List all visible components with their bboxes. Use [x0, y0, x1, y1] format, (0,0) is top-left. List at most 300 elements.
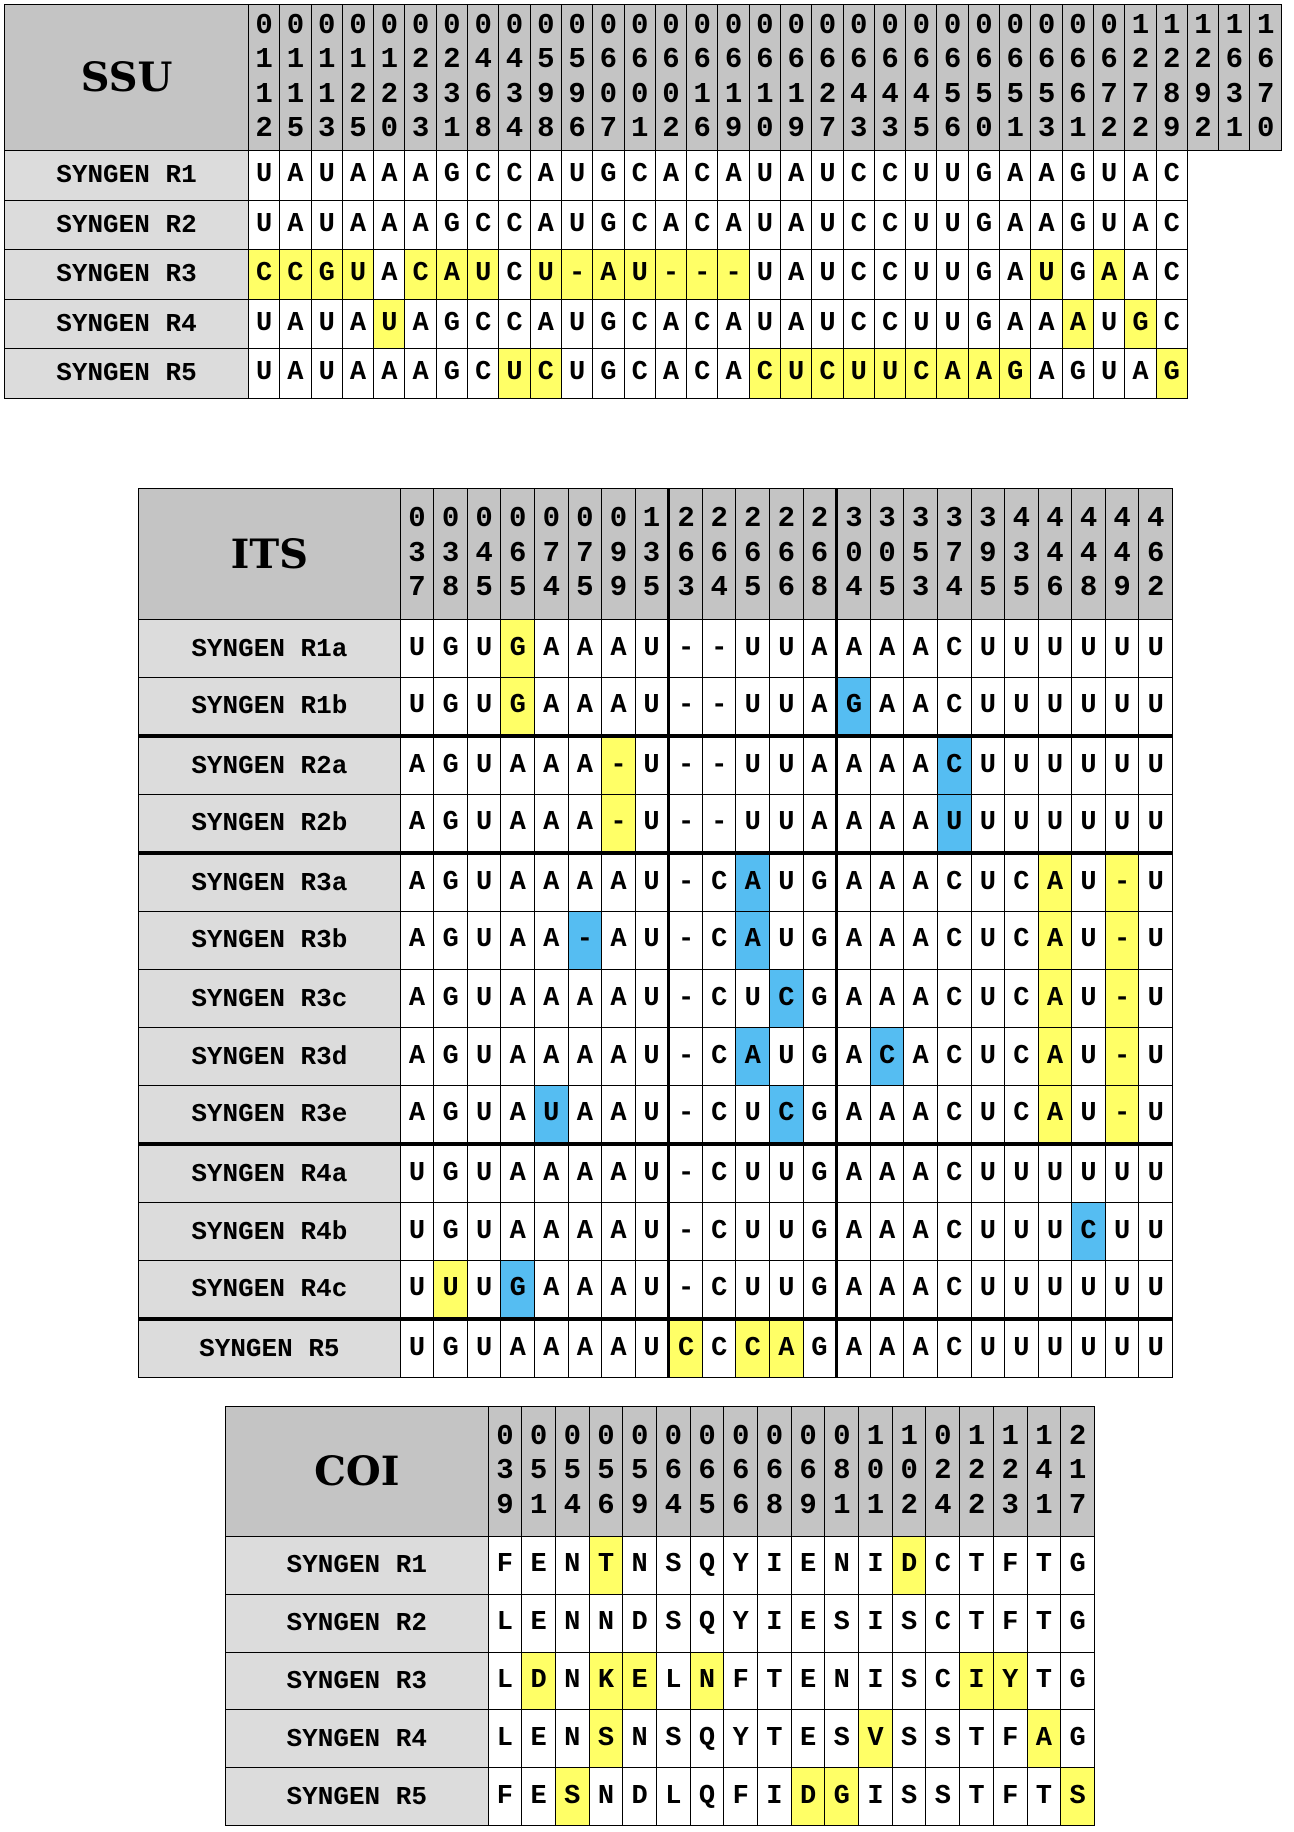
sequence-cell: U: [736, 620, 770, 678]
sequence-cell: C: [937, 678, 971, 736]
sequence-cell: G: [434, 678, 468, 736]
sequence-cell: U: [434, 1261, 468, 1319]
position-label: 0 4 3 4: [499, 5, 530, 151]
position-label: 2 6 5: [736, 489, 770, 620]
sequence-cell: C: [749, 349, 780, 399]
sequence-cell: S: [892, 1594, 926, 1652]
sequence-cell: U: [400, 678, 434, 736]
sequence-cell: G: [434, 1028, 468, 1086]
sequence-cell: C: [937, 620, 971, 678]
sequence-cell: C: [770, 969, 804, 1027]
sequence-cell: A: [837, 736, 871, 794]
sequence-cell: A: [870, 1203, 904, 1261]
sequence-cell: G: [593, 151, 624, 201]
sequence-cell: S: [1061, 1768, 1095, 1826]
sequence-cell: U: [1072, 620, 1106, 678]
sequence-cell: U: [971, 1261, 1005, 1319]
sequence-cell: A: [837, 1203, 871, 1261]
row-label: SYNGEN R3c: [139, 969, 401, 1027]
position-label: 1 0 1: [859, 1407, 893, 1537]
sequence-cell: U: [736, 678, 770, 736]
sequence-cell: C: [874, 200, 905, 250]
sequence-cell: A: [568, 678, 602, 736]
sequence-cell: A: [534, 795, 568, 853]
position-label: 0 6 1 9: [718, 5, 749, 151]
sequence-cell: C: [499, 200, 530, 250]
sequence-cell: N: [623, 1537, 657, 1595]
row-label: SYNGEN R3: [226, 1652, 489, 1710]
sequence-cell: A: [904, 1086, 938, 1144]
sequence-cell: I: [758, 1768, 792, 1826]
sequence-cell: G: [1062, 349, 1093, 399]
sequence-cell: A: [870, 620, 904, 678]
sequence-cell: G: [434, 620, 468, 678]
sequence-cell: A: [870, 911, 904, 969]
sequence-cell: U: [812, 200, 843, 250]
sequence-cell: U: [736, 736, 770, 794]
position-label: 3 0 5: [870, 489, 904, 620]
sequence-cell: A: [534, 1028, 568, 1086]
sequence-cell: U: [1105, 620, 1139, 678]
position-label: 0 6 6: [724, 1407, 758, 1537]
sequence-cell: U: [736, 969, 770, 1027]
sequence-cell: E: [522, 1710, 556, 1768]
sequence-cell: N: [589, 1594, 623, 1652]
sequence-cell: A: [568, 795, 602, 853]
sequence-cell: U: [971, 795, 1005, 853]
sequence-cell: U: [635, 678, 669, 736]
sequence-cell: N: [623, 1710, 657, 1768]
sequence-cell: A: [400, 1028, 434, 1086]
sequence-cell: A: [870, 853, 904, 911]
sequence-cell: A: [374, 151, 405, 201]
sequence-cell: U: [971, 1028, 1005, 1086]
position-label: 0 8 1: [825, 1407, 859, 1537]
coi-title: COI: [226, 1407, 489, 1537]
sequence-cell: Y: [724, 1537, 758, 1595]
sequence-cell: -: [669, 795, 703, 853]
sequence-cell: U: [1072, 795, 1106, 853]
sequence-cell: U: [1139, 969, 1173, 1027]
sequence-cell: Q: [690, 1537, 724, 1595]
coi-row: [226, 1537, 1095, 1595]
sequence-cell: -: [669, 620, 703, 678]
sequence-cell: -: [602, 736, 636, 794]
position-label: 0 6 1 6: [687, 5, 718, 151]
sequence-cell: C: [937, 969, 971, 1027]
sequence-cell: A: [342, 299, 373, 349]
sequence-cell: C: [702, 1261, 736, 1319]
sequence-cell: -: [669, 969, 703, 1027]
sequence-cell: L: [656, 1652, 690, 1710]
sequence-cell: C: [499, 151, 530, 201]
sequence-cell: A: [718, 349, 749, 399]
position-label: 0 5 6: [589, 1407, 623, 1537]
sequence-cell: A: [530, 200, 561, 250]
sequence-cell: C: [937, 1319, 971, 1377]
position-label: 1 2 7 2: [1125, 5, 1156, 151]
sequence-cell: A: [342, 349, 373, 399]
sequence-cell: A: [280, 299, 311, 349]
sequence-cell: A: [837, 1319, 871, 1377]
sequence-cell: A: [374, 250, 405, 300]
position-label: 0 6 1 0: [749, 5, 780, 151]
sequence-cell: U: [1038, 795, 1072, 853]
sequence-cell: A: [530, 299, 561, 349]
position-label: 1 2 8 9: [1156, 5, 1187, 151]
sequence-cell: U: [248, 200, 279, 250]
sequence-cell: A: [904, 678, 938, 736]
sequence-cell: -: [669, 736, 703, 794]
sequence-cell: U: [1005, 678, 1039, 736]
sequence-cell: A: [280, 151, 311, 201]
sequence-cell: U: [1139, 795, 1173, 853]
sequence-cell: T: [960, 1537, 994, 1595]
sequence-cell: U: [906, 250, 937, 300]
ssu-row: [5, 299, 1282, 349]
position-label: 0 3 9: [488, 1407, 522, 1537]
position-label: 0 6 5 0: [968, 5, 999, 151]
position-label: 3 7 4: [937, 489, 971, 620]
sequence-cell: T: [1027, 1768, 1061, 1826]
position-label: 2 6 4: [702, 489, 736, 620]
sequence-cell: T: [758, 1710, 792, 1768]
its-row: [139, 795, 1173, 853]
its-header-row: [139, 489, 1173, 620]
sequence-cell: U: [1139, 911, 1173, 969]
sequence-cell: -: [568, 911, 602, 969]
sequence-cell: A: [568, 1203, 602, 1261]
position-label: 4 4 9: [1105, 489, 1139, 620]
ssu-table: [4, 4, 1282, 399]
sequence-cell: L: [656, 1768, 690, 1826]
sequence-cell: C: [937, 1086, 971, 1144]
sequence-cell: A: [568, 620, 602, 678]
sequence-cell: U: [1072, 1261, 1106, 1319]
ssu-row: [5, 151, 1282, 201]
sequence-cell: G: [803, 1203, 837, 1261]
sequence-cell: A: [1000, 250, 1031, 300]
sequence-cell: A: [803, 736, 837, 794]
row-label: SYNGEN R1: [5, 151, 249, 201]
sequence-cell: U: [1072, 1028, 1106, 1086]
sequence-cell: A: [1038, 1028, 1072, 1086]
sequence-cell: U: [1139, 736, 1173, 794]
ssu-row: [5, 200, 1282, 250]
position-label: 3 5 3: [904, 489, 938, 620]
sequence-cell: C: [937, 736, 971, 794]
sequence-cell: -: [669, 678, 703, 736]
sequence-cell: -: [602, 795, 636, 853]
sequence-cell: A: [1038, 969, 1072, 1027]
sequence-cell: T: [758, 1652, 792, 1710]
row-label: SYNGEN R3a: [139, 853, 401, 911]
sequence-cell: C: [843, 151, 874, 201]
sequence-cell: C: [687, 349, 718, 399]
sequence-cell: U: [971, 1086, 1005, 1144]
sequence-cell: A: [534, 969, 568, 1027]
sequence-cell: U: [843, 349, 874, 399]
sequence-cell: E: [791, 1652, 825, 1710]
sequence-cell: A: [1000, 200, 1031, 250]
sequence-cell: A: [655, 349, 686, 399]
sequence-cell: A: [501, 969, 535, 1027]
sequence-cell: A: [501, 1086, 535, 1144]
sequence-cell: U: [1093, 349, 1124, 399]
sequence-cell: C: [702, 853, 736, 911]
sequence-cell: G: [968, 299, 999, 349]
sequence-cell: N: [555, 1652, 589, 1710]
sequence-cell: G: [1061, 1594, 1095, 1652]
sequence-cell: A: [904, 853, 938, 911]
sequence-cell: U: [561, 200, 592, 250]
sequence-cell: U: [1038, 1261, 1072, 1319]
sequence-cell: U: [1105, 678, 1139, 736]
sequence-cell: C: [736, 1319, 770, 1377]
sequence-cell: C: [1005, 911, 1039, 969]
sequence-cell: G: [968, 200, 999, 250]
sequence-cell: A: [534, 1261, 568, 1319]
sequence-cell: A: [1125, 250, 1156, 300]
sequence-cell: U: [635, 1203, 669, 1261]
sequence-cell: U: [1105, 1203, 1139, 1261]
sequence-cell: U: [311, 151, 342, 201]
sequence-cell: U: [1072, 736, 1106, 794]
sequence-cell: C: [1156, 200, 1187, 250]
sequence-cell: C: [770, 1086, 804, 1144]
position-label: 4 6 2: [1139, 489, 1173, 620]
sequence-cell: A: [1038, 1086, 1072, 1144]
sequence-cell: S: [892, 1710, 926, 1768]
sequence-cell: F: [993, 1594, 1027, 1652]
sequence-cell: A: [904, 1319, 938, 1377]
sequence-cell: G: [436, 200, 467, 250]
sequence-cell: G: [593, 200, 624, 250]
row-label: SYNGEN R4b: [139, 1203, 401, 1261]
sequence-cell: A: [837, 969, 871, 1027]
sequence-cell: L: [488, 1594, 522, 1652]
sequence-cell: F: [724, 1652, 758, 1710]
row-label: SYNGEN R3d: [139, 1028, 401, 1086]
sequence-cell: U: [812, 151, 843, 201]
sequence-cell: Q: [690, 1594, 724, 1652]
sequence-cell: A: [655, 200, 686, 250]
sequence-cell: S: [656, 1594, 690, 1652]
sequence-cell: U: [1038, 620, 1072, 678]
sequence-cell: C: [937, 1203, 971, 1261]
its-row: [139, 1319, 1173, 1377]
sequence-cell: D: [892, 1537, 926, 1595]
its-row: [139, 678, 1173, 736]
sequence-cell: U: [906, 299, 937, 349]
sequence-cell: U: [311, 349, 342, 399]
position-label: 0 6 5: [690, 1407, 724, 1537]
sequence-cell: U: [635, 1319, 669, 1377]
position-label: 1 2 3: [993, 1407, 1027, 1537]
sequence-cell: L: [488, 1652, 522, 1710]
position-label: 0 6 2 7: [812, 5, 843, 151]
sequence-cell: G: [434, 1203, 468, 1261]
position-label: 0 1 2 0: [374, 5, 405, 151]
its-row: [139, 1144, 1173, 1202]
sequence-cell: A: [736, 911, 770, 969]
sequence-cell: S: [926, 1710, 960, 1768]
sequence-cell: U: [1038, 1319, 1072, 1377]
its-title: ITS: [139, 489, 401, 620]
sequence-cell: U: [749, 151, 780, 201]
sequence-cell: U: [400, 620, 434, 678]
sequence-cell: I: [859, 1768, 893, 1826]
sequence-cell: U: [561, 299, 592, 349]
sequence-cell: U: [635, 795, 669, 853]
sequence-cell: U: [1105, 1144, 1139, 1202]
position-label: 0 2 3 3: [405, 5, 436, 151]
sequence-cell: D: [623, 1768, 657, 1826]
sequence-cell: U: [400, 1144, 434, 1202]
sequence-cell: A: [436, 250, 467, 300]
its-row: [139, 1203, 1173, 1261]
row-label: SYNGEN R2a: [139, 736, 401, 794]
sequence-cell: N: [690, 1652, 724, 1710]
sequence-cell: N: [825, 1537, 859, 1595]
sequence-cell: -: [669, 1086, 703, 1144]
sequence-cell: T: [960, 1768, 994, 1826]
position-label: 0 5 9: [623, 1407, 657, 1537]
sequence-cell: C: [687, 151, 718, 201]
its-row: [139, 969, 1173, 1027]
sequence-cell: U: [1139, 1028, 1173, 1086]
sequence-cell: U: [1105, 736, 1139, 794]
sequence-cell: E: [522, 1768, 556, 1826]
sequence-cell: A: [736, 1028, 770, 1086]
sequence-cell: U: [937, 299, 968, 349]
sequence-cell: C: [937, 1144, 971, 1202]
sequence-cell: C: [702, 1028, 736, 1086]
sequence-cell: U: [635, 1028, 669, 1086]
sequence-cell: N: [555, 1710, 589, 1768]
sequence-cell: I: [758, 1594, 792, 1652]
sequence-cell: C: [702, 911, 736, 969]
sequence-cell: F: [993, 1710, 1027, 1768]
position-label: 0 9 9: [602, 489, 636, 620]
sequence-cell: U: [749, 250, 780, 300]
sequence-cell: G: [803, 969, 837, 1027]
coi-table: [225, 1406, 1095, 1826]
sequence-cell: G: [1156, 349, 1187, 399]
row-label: SYNGEN R4c: [139, 1261, 401, 1319]
sequence-cell: C: [1005, 1028, 1039, 1086]
sequence-cell: A: [870, 736, 904, 794]
position-label: 0 6 5: [501, 489, 535, 620]
sequence-cell: U: [1139, 853, 1173, 911]
sequence-cell: U: [561, 151, 592, 201]
sequence-cell: C: [1005, 853, 1039, 911]
coi-row: [226, 1652, 1095, 1710]
position-label: 2 6 8: [803, 489, 837, 620]
sequence-cell: F: [993, 1768, 1027, 1826]
sequence-cell: A: [568, 853, 602, 911]
sequence-cell: U: [812, 250, 843, 300]
sequence-cell: -: [702, 736, 736, 794]
sequence-cell: G: [803, 1086, 837, 1144]
sequence-cell: U: [467, 1261, 501, 1319]
sequence-cell: A: [280, 349, 311, 399]
sequence-cell: C: [843, 200, 874, 250]
sequence-cell: T: [960, 1710, 994, 1768]
sequence-cell: C: [248, 250, 279, 300]
position-label: 0 5 9 6: [561, 5, 592, 151]
sequence-cell: G: [1061, 1537, 1095, 1595]
sequence-cell: A: [837, 795, 871, 853]
row-label: SYNGEN R1a: [139, 620, 401, 678]
sequence-cell: N: [825, 1652, 859, 1710]
position-label: 0 5 1: [522, 1407, 556, 1537]
position-label: 0 6 5 1: [1000, 5, 1031, 151]
sequence-cell: Y: [724, 1594, 758, 1652]
sequence-cell: A: [602, 1086, 636, 1144]
sequence-cell: U: [770, 620, 804, 678]
position-label: 0 6 4: [656, 1407, 690, 1537]
sequence-cell: A: [501, 1319, 535, 1377]
sequence-cell: U: [248, 349, 279, 399]
sequence-cell: A: [568, 736, 602, 794]
sequence-cell: A: [718, 200, 749, 250]
sequence-cell: C: [280, 250, 311, 300]
sequence-cell: G: [434, 911, 468, 969]
sequence-cell: C: [530, 349, 561, 399]
sequence-cell: A: [400, 795, 434, 853]
sequence-cell: U: [770, 853, 804, 911]
sequence-cell: F: [724, 1768, 758, 1826]
sequence-cell: A: [602, 620, 636, 678]
sequence-cell: U: [937, 200, 968, 250]
position-label: 3 9 5: [971, 489, 1005, 620]
sequence-cell: A: [1125, 349, 1156, 399]
sequence-cell: -: [702, 620, 736, 678]
sequence-cell: G: [803, 1028, 837, 1086]
sequence-cell: V: [859, 1710, 893, 1768]
position-label: 4 3 5: [1005, 489, 1039, 620]
sequence-cell: U: [342, 250, 373, 300]
sequence-cell: U: [467, 1144, 501, 1202]
position-label: 1 0 2: [892, 1407, 926, 1537]
sequence-cell: T: [589, 1537, 623, 1595]
sequence-cell: A: [568, 1086, 602, 1144]
sequence-cell: U: [736, 1086, 770, 1144]
sequence-cell: A: [1038, 853, 1072, 911]
sequence-cell: T: [1027, 1594, 1061, 1652]
sequence-cell: U: [1105, 795, 1139, 853]
position-label: 0 6 7 2: [1093, 5, 1124, 151]
sequence-cell: U: [749, 299, 780, 349]
sequence-cell: A: [781, 151, 812, 201]
sequence-cell: U: [635, 1086, 669, 1144]
sequence-cell: U: [400, 1319, 434, 1377]
row-label: SYNGEN R3e: [139, 1086, 401, 1144]
sequence-cell: A: [342, 151, 373, 201]
position-label: 0 1 2 5: [342, 5, 373, 151]
sequence-cell: C: [702, 969, 736, 1027]
sequence-cell: -: [669, 853, 703, 911]
sequence-cell: U: [1105, 1319, 1139, 1377]
row-label: SYNGEN R4: [226, 1710, 489, 1768]
sequence-cell: G: [1125, 299, 1156, 349]
sequence-cell: S: [825, 1710, 859, 1768]
sequence-cell: U: [400, 1261, 434, 1319]
sequence-cell: A: [1000, 151, 1031, 201]
sequence-cell: U: [1038, 1203, 1072, 1261]
sequence-cell: U: [635, 969, 669, 1027]
